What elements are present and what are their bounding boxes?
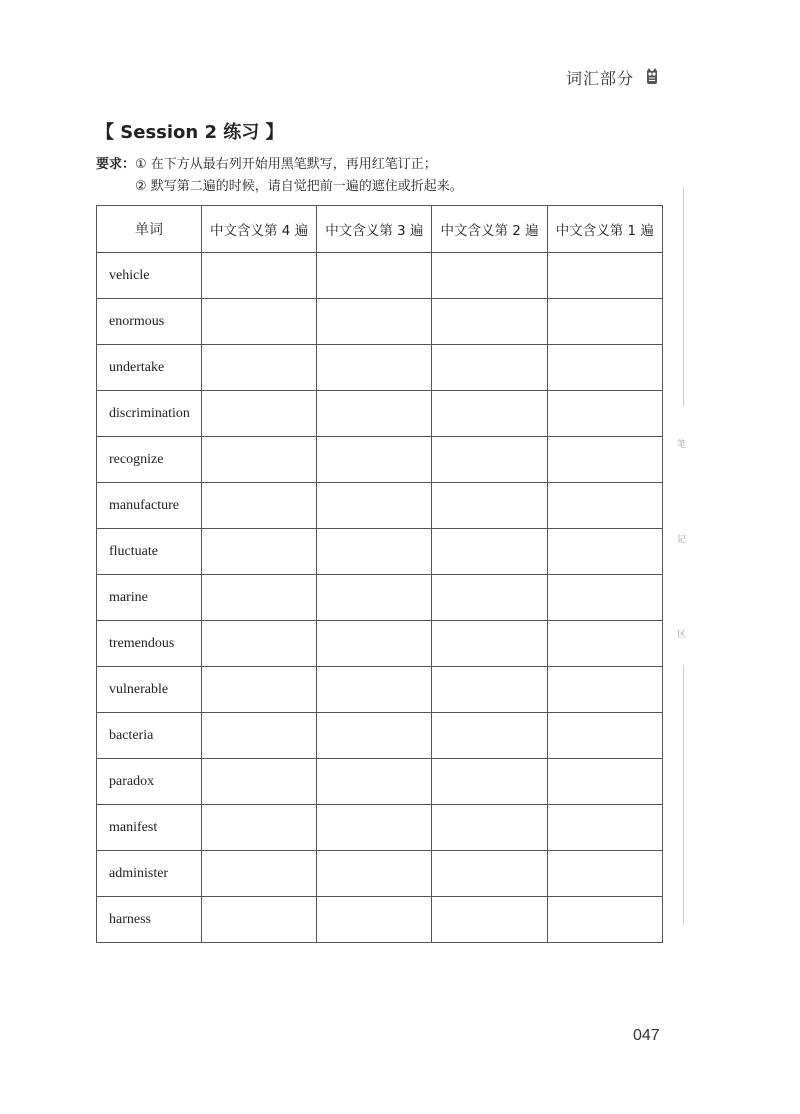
side-note-char: 笔 [677,440,687,450]
vocab-word: tremendous [97,621,202,667]
vocab-word: undertake [97,345,202,391]
table-row [97,851,663,897]
meaning-blank-cell[interactable] [547,805,662,851]
table-row [97,437,663,483]
meaning-blank-cell[interactable] [201,805,316,851]
meaning-blank-cell[interactable] [547,713,662,759]
meaning-blank-cell[interactable] [547,621,662,667]
vocab-word: administer [97,851,202,897]
table-header-row [97,206,663,253]
meaning-blank-cell[interactable] [432,713,547,759]
vocab-word: fluctuate [97,529,202,575]
meaning-blank-cell[interactable] [201,621,316,667]
meaning-blank-cell[interactable] [547,345,662,391]
meaning-blank-cell[interactable] [432,805,547,851]
meaning-blank-cell[interactable] [317,759,432,805]
meaning-blank-cell[interactable] [201,759,316,805]
meaning-blank-cell[interactable] [317,621,432,667]
vocab-word: manifest [97,805,202,851]
meaning-blank-cell[interactable] [547,437,662,483]
meaning-blank-cell[interactable] [432,621,547,667]
header-meaning-4: 中文含义第 4 遍 [201,206,316,253]
table-row [97,713,663,759]
meaning-blank-cell[interactable] [201,437,316,483]
meaning-blank-cell[interactable] [432,759,547,805]
page-number: 047 [633,1027,660,1044]
meaning-blank-cell[interactable] [201,345,316,391]
meaning-blank-cell[interactable] [317,299,432,345]
vocab-word: bacteria [97,713,202,759]
vocab-word: paradox [97,759,202,805]
vocab-table [96,205,663,943]
meaning-blank-cell[interactable] [317,437,432,483]
meaning-blank-cell[interactable] [317,805,432,851]
header-meaning-2: 中文含义第 2 遍 [432,206,547,253]
meaning-blank-cell[interactable] [547,759,662,805]
meaning-blank-cell[interactable] [317,851,432,897]
meaning-blank-cell[interactable] [201,299,316,345]
table-row [97,529,663,575]
table-row [97,253,663,299]
table-row [97,345,663,391]
section-title: 【 Session 2 练习 】 [96,122,284,143]
side-note-char: 区 [677,630,687,640]
table-row [97,483,663,529]
meaning-blank-cell[interactable] [547,483,662,529]
meaning-blank-cell[interactable] [201,897,316,943]
owl-icon [645,67,659,85]
chapter-title: 词汇部分 [566,69,635,88]
meaning-blank-cell[interactable] [432,897,547,943]
table-row [97,667,663,713]
table-row [97,575,663,621]
meaning-blank-cell[interactable] [317,897,432,943]
requirement-line-1 [96,153,437,172]
requirement-text-1: ① 在下方从最右列开始用黑笔默写，再用红笔订正； [135,157,437,172]
meaning-blank-cell[interactable] [432,253,547,299]
meaning-blank-cell[interactable] [317,483,432,529]
meaning-blank-cell[interactable] [317,667,432,713]
vocab-word: enormous [97,299,202,345]
meaning-blank-cell[interactable] [317,529,432,575]
vocab-word: harness [97,897,202,943]
meaning-blank-cell[interactable] [201,851,316,897]
meaning-blank-cell[interactable] [432,299,547,345]
meaning-blank-cell[interactable] [201,483,316,529]
meaning-blank-cell[interactable] [547,897,662,943]
vocab-word: recognize [97,437,202,483]
table-row [97,897,663,943]
meaning-blank-cell[interactable] [432,529,547,575]
table-row [97,759,663,805]
table-row [97,391,663,437]
meaning-blank-cell[interactable] [201,529,316,575]
vocab-word: discrimination [97,391,202,437]
meaning-blank-cell[interactable] [432,437,547,483]
meaning-blank-cell[interactable] [547,299,662,345]
side-divider-bottom [683,665,684,925]
meaning-blank-cell[interactable] [432,575,547,621]
meaning-blank-cell[interactable] [201,713,316,759]
meaning-blank-cell[interactable] [547,529,662,575]
meaning-blank-cell[interactable] [201,575,316,621]
meaning-blank-cell[interactable] [547,391,662,437]
meaning-blank-cell[interactable] [432,851,547,897]
vocab-word: vehicle [97,253,202,299]
meaning-blank-cell[interactable] [317,713,432,759]
table-row [97,621,663,667]
requirement-line-2: ② 默写第二遍的时候，请自觉把前一遍的遮住或折起来。 [135,179,463,194]
header-meaning-1: 中文含义第 1 遍 [547,206,662,253]
side-divider-top [683,187,684,406]
meaning-blank-cell[interactable] [547,253,662,299]
meaning-blank-cell[interactable] [317,253,432,299]
meaning-blank-cell[interactable] [201,391,316,437]
vocab-word: marine [97,575,202,621]
meaning-blank-cell[interactable] [432,345,547,391]
meaning-blank-cell[interactable] [547,575,662,621]
meaning-blank-cell[interactable] [317,391,432,437]
meaning-blank-cell[interactable] [201,253,316,299]
table-row [97,299,663,345]
meaning-blank-cell[interactable] [547,851,662,897]
meaning-blank-cell[interactable] [317,345,432,391]
table-row [97,805,663,851]
vocab-word: manufacture [97,483,202,529]
meaning-blank-cell[interactable] [547,667,662,713]
meaning-blank-cell[interactable] [432,667,547,713]
meaning-blank-cell[interactable] [317,575,432,621]
meaning-blank-cell[interactable] [201,667,316,713]
vocab-word: vulnerable [97,667,202,713]
side-note-char: 记 [677,535,687,545]
header-word: 单词 [97,206,202,253]
meaning-blank-cell[interactable] [432,391,547,437]
meaning-blank-cell[interactable] [432,483,547,529]
header-meaning-3: 中文含义第 3 遍 [317,206,432,253]
requirement-label: 要求： [96,157,136,172]
